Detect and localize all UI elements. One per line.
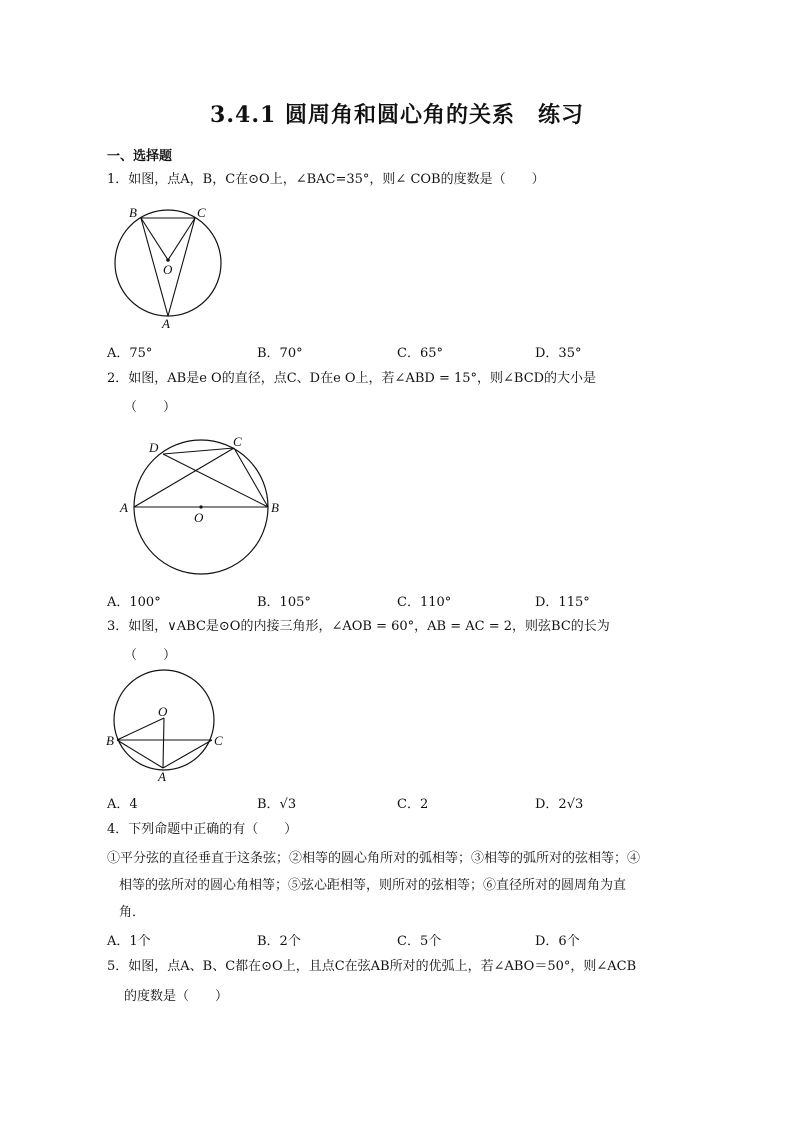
q4-option-c: C．5个 xyxy=(397,934,442,949)
q3-option-c: C．2 xyxy=(397,797,429,812)
q3-label-b: B xyxy=(106,733,114,748)
q2-label-b: B xyxy=(271,500,279,515)
q2-option-a: A．100° xyxy=(107,595,161,610)
q2-label-c: C xyxy=(233,434,242,449)
q1-label-c: C xyxy=(197,205,206,220)
q3-label-a: A xyxy=(158,769,166,784)
q4-line-3: 角． xyxy=(119,905,146,920)
page-title: 3.4.1 圆周角和圆心角的关系 练习 xyxy=(210,102,584,128)
section-heading: 一、选择题 xyxy=(107,149,173,164)
question-2-figure xyxy=(115,430,290,580)
q3-option-a: A．4 xyxy=(107,797,138,812)
q3-label-c: C xyxy=(214,733,223,748)
question-3-figure xyxy=(100,668,235,786)
question-3-paren: （ ） xyxy=(124,648,177,663)
q1-label-b: B xyxy=(129,205,137,220)
question-5-continuation: 的度数是（ ） xyxy=(124,989,229,1004)
q1-option-a: A．75° xyxy=(107,346,153,361)
question-4-statements xyxy=(107,845,687,926)
q3-option-b: B．√3 xyxy=(257,797,297,812)
question-1-text: 1．如图，点A，B，C在⊙O上，∠BAC=35°，则∠ COB的度数是（ ） xyxy=(107,172,545,187)
question-4-text: 4．下列命题中正确的有（ ） xyxy=(107,822,298,837)
q2-label-a: A xyxy=(120,500,128,515)
q1-option-c: C．65° xyxy=(397,346,443,361)
q2-label-o: O xyxy=(194,510,204,525)
question-1-figure xyxy=(110,200,230,332)
q1-label-o: O xyxy=(163,262,173,277)
q4-option-a: A．1个 xyxy=(107,934,151,949)
question-5-text: 5．如图，点A、B、C都在⊙O上，且点C在弦AB所对的优弧上，若∠ABO＝50°，则∠ACB xyxy=(107,959,637,974)
q3-label-o: O xyxy=(158,704,168,719)
q2-label-d: D xyxy=(149,440,159,455)
question-2-text: 2．如图，AB是e O的直径，点C、D在e O上，若∠ABD = 15°，则∠BCD的大小是 xyxy=(107,371,597,386)
q4-option-d: D．6个 xyxy=(535,934,580,949)
q4-line-1: ①平分弦的直径垂直于这条弦；②相等的圆心角所对的弧相等；③相等的弧所对的弦相等；④ xyxy=(107,851,641,866)
q1-option-d: D．35° xyxy=(535,346,582,361)
q4-line-2: 相等的弦所对的圆心角相等；⑤弦心距相等，则所对的弦相等；⑥直径所对的圆周角为直 xyxy=(119,878,627,893)
q2-option-b: B．105° xyxy=(257,595,311,610)
q1-label-a: A xyxy=(162,316,170,331)
q2-option-c: C．110° xyxy=(397,595,452,610)
question-3-text: 3．如图，∨ABC是⊙O的内接三角形，∠AOB = 60°，AB = AC = 2，则弦BC的长为 xyxy=(107,619,610,634)
q3-option-d: D．2√3 xyxy=(535,797,584,812)
q4-option-b: B．2个 xyxy=(257,934,301,949)
q1-option-b: B．70° xyxy=(257,346,303,361)
q2-option-d: D．115° xyxy=(535,595,590,610)
question-2-paren: （ ） xyxy=(124,400,177,415)
